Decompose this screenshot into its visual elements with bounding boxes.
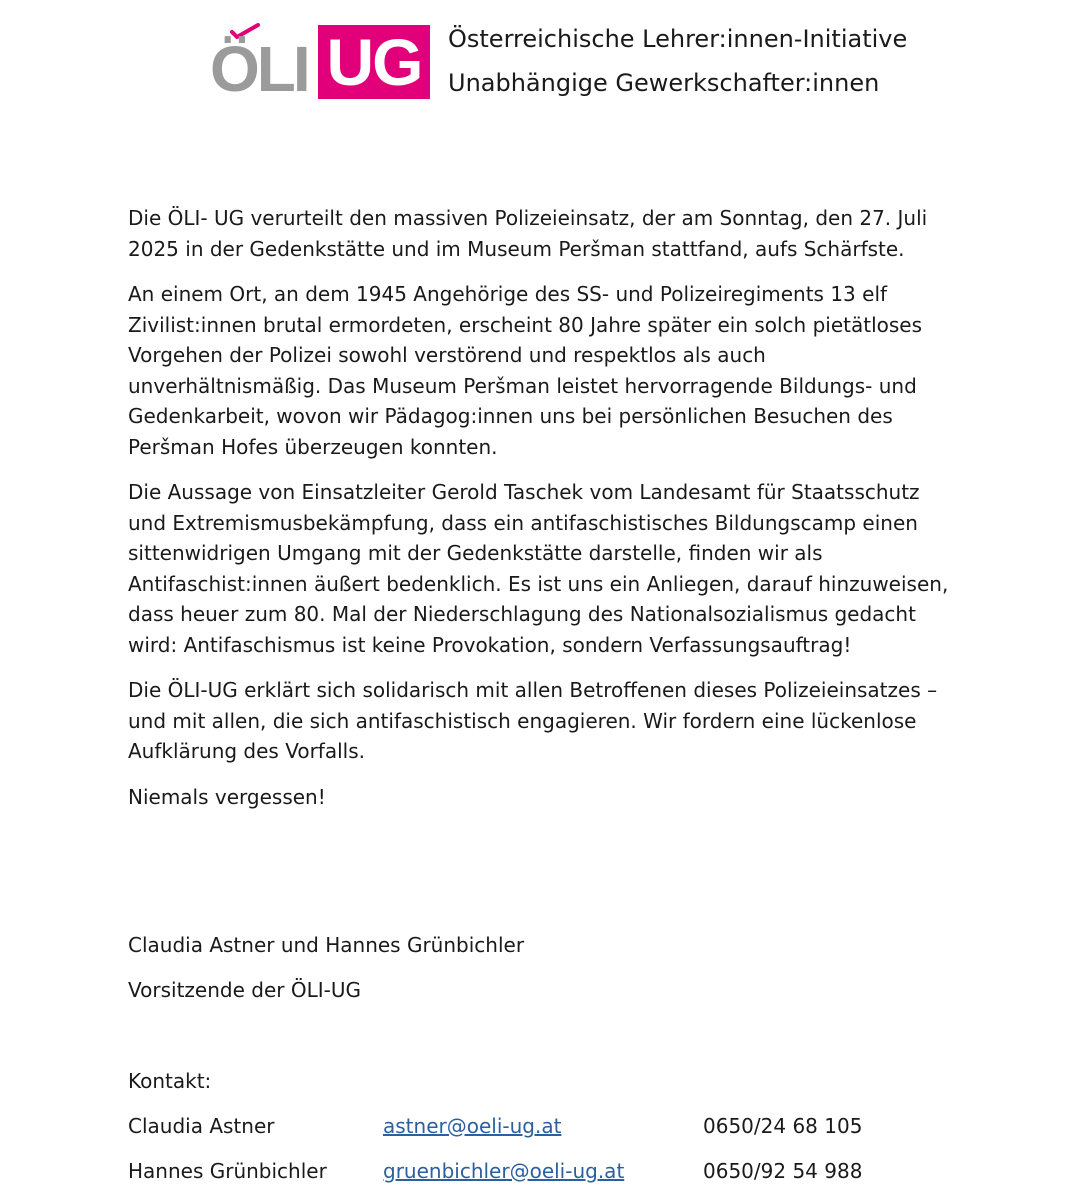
org-name-line2: Unabhängige Gewerkschafter:innen [448,69,880,97]
contact-label: Kontakt: [128,1069,212,1093]
logo-ug-text: UG [318,25,430,99]
contact-phone: 0650/24 68 105 [703,1114,863,1138]
contact-phone: 0650/92 54 988 [703,1159,863,1183]
signature-block [128,930,524,1020]
contact-email-link[interactable]: gruenbichler@oeli-ug.at [383,1159,625,1183]
contact-section [128,1066,903,1201]
statement-body [128,203,958,827]
paragraph: An einem Ort, an dem 1945 Angehörige des SS- und Polizeiregiments 13 elf Zivilist:innen brutal ermordeten, erscheint 80 Jahre später ein solch pietätloses Vorgehen der Polizei sowohl verstörend und respektlos als auch unverhältnismäßig. Das Museum Peršman leistet hervorragende Bildungs- und Gedenkarbeit, wovon wir Pädagog:innen uns bei persönlichen Besuchen des Peršman Hofes überzeugen konnten. [128,282,923,459]
paragraph: Die Aussage von Einsatzleiter Gerold Taschek vom Landesamt für Staatsschutz und Extremismusbekämpfung, dass ein antifaschistisches Bildungscamp einen sittenwidrigen Umgang mit der Gedenkstätte darstelle, finden wir als Antifaschist:innen äußert bedenklich. Es ist uns ein Anliegen, darauf hinzuweisen, dass heuer zum 80. Mal der Niederschlagung des Nationalsozialismus gedacht wird: Antifaschismus ist keine Provokation, sondern Verfassungsauftrag! [128,480,949,657]
signatory-names: Claudia Astner und Hannes Grünbichler [128,933,525,957]
contact-row [128,1111,903,1141]
org-name-line1: Österreichische Lehrer:innen-Initiative [448,25,908,53]
paragraph: Die ÖLI-UG erklärt sich solidarisch mit allen Betroffenen dieses Polizeieinsatzes – und mit allen, die sich antifaschistisch engagieren. Wir fordern eine lückenlose Aufklärung des Vorfalls. [128,678,938,763]
closing-line: Niemals vergessen! [128,784,326,809]
contact-name: Claudia Astner [128,1114,275,1138]
organization-names [448,17,907,105]
header [208,22,908,105]
signatory-role: Vorsitzende der ÖLI-UG [128,978,361,1002]
contact-email-link[interactable]: astner@oeli-ug.at [383,1114,562,1138]
contact-name: Hannes Grünbichler [128,1159,327,1183]
logo-oli-text: ÖLI [210,33,308,105]
oeli-ug-logo [208,23,432,105]
contact-row [128,1156,903,1186]
paragraph: Die ÖLI- UG verurteilt den massiven Polizeieinsatz, der am Sonntag, den 27. Juli 2025 in der Gedenkstätte und im Museum Peršman stattfand, aufs Schärfste. [128,206,928,261]
